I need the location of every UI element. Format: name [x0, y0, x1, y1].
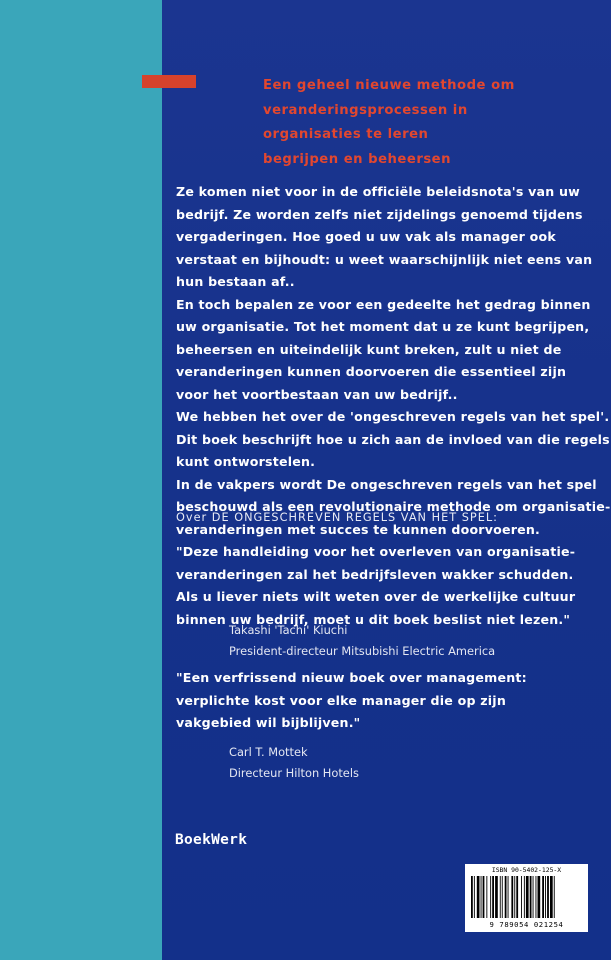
quote-line: Als u liever niets wilt weten over de werkelijke cultuur: [176, 589, 576, 604]
review-role: President-directeur Mitsubishi Electric America: [229, 644, 496, 658]
book-spine: [0, 0, 162, 960]
blurb-line: uw organisatie. Tot het moment dat u ze kunt begrijpen,: [176, 319, 590, 334]
tagline-line: veranderingsprocessen in: [263, 102, 468, 118]
tagline-line: Een geheel nieuwe methode om: [263, 78, 515, 93]
blurb-line: kunt ontworstelen.: [176, 454, 316, 469]
tagline-line: begrijpen en beheersen: [263, 151, 452, 167]
accent-bar: [142, 75, 196, 88]
blurb-line: veranderingen met succes te kunnen doorvoeren.: [176, 521, 541, 537]
review-attribution: [229, 742, 359, 784]
blurb-line: Dit boek beschrijft hoe u zich aan de invloed van die regels: [176, 431, 610, 447]
quote-line: verplichte kost voor elke manager die op zijn: [176, 692, 506, 708]
review-attribution: [229, 620, 495, 662]
blurb-line: voor het voortbestaan van uw bedrijf..: [176, 386, 458, 402]
isbn-number: ISBN 90-5402-125-X: [491, 866, 562, 874]
blurb-line: veranderingen kunnen doorvoeren die essentieel zijn: [176, 364, 567, 379]
blurb-line: In de vakpers wordt De ongeschreven regels van het spel: [176, 476, 597, 492]
blurb-line: beschouwd als een revolutionaire methode om organisatie-: [176, 499, 611, 514]
blurb-line: We hebben het over de 'ongeschreven regels van het spel'.: [176, 409, 610, 424]
quote-line: vakgebied wil bijblijven.": [176, 715, 361, 730]
quote-line: binnen uw bedrijf, moet u dit boek beslist niet lezen.": [176, 611, 571, 627]
quote-line: "Een verfrissend nieuw boek over management:: [176, 670, 527, 685]
review-author: Takashi 'Tachi' Kiuchi: [229, 623, 348, 637]
blurb-line: vergaderingen. Hoe goed u uw vak als manager ook: [176, 229, 556, 244]
quote-line: veranderingen zal het bedrijfsleven wakker schudden.: [176, 566, 574, 582]
tagline-line: organisaties te leren: [263, 127, 429, 143]
review-quote: [176, 541, 596, 631]
blurb-line: Ze komen niet voor in de officiële beleidsnota's van uw: [176, 184, 580, 199]
barcode-icon: [470, 876, 583, 918]
blurb-line: verstaat en bijhoudt: u weet waarschijnlijk niet eens van: [176, 251, 593, 267]
reviews-heading: Over DE ONGESCHREVEN REGELS VAN HET SPEL:: [176, 511, 498, 524]
blurb-text: [176, 181, 611, 541]
blurb-line: beheersen en uiteindelijk kunt breken, zult u niet de: [176, 341, 562, 357]
publisher-logo: BoekWerk: [175, 832, 248, 848]
quote-line: "Deze handleiding voor het overleven van organisatie-: [176, 544, 576, 559]
blurb-line: En toch bepalen ze voor een gedeelte het gedrag binnen: [176, 296, 591, 312]
ean-number: 9 789054 021254: [489, 920, 564, 929]
review-quote: [176, 667, 596, 735]
barcode-label: [465, 864, 588, 932]
blurb-line: bedrijf. Ze worden zelfs niet zijdelings genoemd tijdens: [176, 206, 583, 222]
review-author: Carl T. Mottek: [229, 745, 308, 759]
blurb-line: hun bestaan af..: [176, 274, 295, 289]
tagline: [263, 74, 593, 172]
review-role: Directeur Hilton Hotels: [229, 766, 359, 780]
